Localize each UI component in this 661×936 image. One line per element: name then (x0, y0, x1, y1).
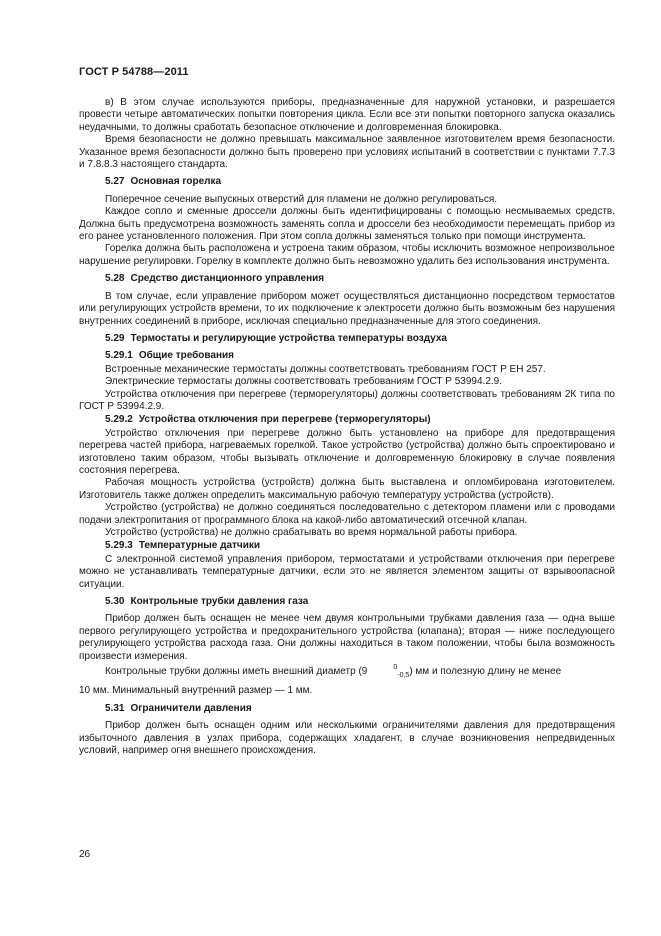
section-5-30-heading (79, 596, 615, 608)
paragraph-5-30-2 (79, 666, 615, 679)
section-5-29-3-heading (79, 540, 615, 552)
paragraph-5-27-3: Горелка должна быть расположена и устроена таким образом, чтобы исключить возможное непроизвольное нарушение регулировки. Горелку в комплекте должно быть невозможно удалить без использования инструмента. (79, 243, 615, 267)
paragraph-5-28-1: В том случае, если управление прибором может осуществляться дистанционно посредством термостатов или регулирующих устройств времени, то их подключение к электросети должно быть возможным без нарушения внутренних соединений в приборе, исключая специально предназначенные для этого соединения. (79, 290, 615, 327)
page-number: 26 (79, 849, 91, 860)
section-number: 5.28 (105, 273, 125, 285)
paragraph-5-29-2-2: Рабочая мощность устройства (устройств) должна быть выставлена и опломбирована изготовителем. Изготовитель также должен определить максимальную рабочую температуру устройства (устройств). (79, 477, 615, 501)
section-5-27-heading (79, 176, 615, 188)
tolerance-formula (367, 666, 409, 679)
tolerance-superscript: 0 (393, 664, 398, 672)
section-number: 5.30 (105, 596, 125, 608)
section-title: Ограничители давления (130, 702, 252, 714)
paragraph-5-29-1-1: Встроенные механические термостаты должны соответствовать требованиям ГОСТ Р ЕН 257. (105, 363, 546, 375)
document-page (79, 66, 615, 758)
section-number: 5.31 (105, 702, 125, 714)
paragraph-5-29-1-2: Электрические термостаты должны соответствовать требованиям ГОСТ Р 53994.2.9. (105, 376, 502, 388)
section-title: Термостаты и регулирующие устройства температуры воздуха (130, 332, 447, 344)
paragraph-5-29-2-4: Устройство (устройства) не должно срабатывать во время нормальной работы прибора. (105, 527, 518, 538)
section-number: 5.29.1 (105, 350, 133, 362)
paragraph-v: в) В этом случае используются приборы, предназначенные для наружной установки, и разрешается провести четыре автоматических попытки повторения цикла. Если все эти попытки повторного запуска оказались неудачными, то должны сработать безопасное отключение и долговременная блокировка. (79, 97, 615, 133)
section-number: 5.29.2 (105, 414, 133, 426)
paragraph-5-27-1: Поперечное сечение выпускных отверстий для пламени не должно регулироваться. (105, 193, 498, 205)
section-number: 5.27 (105, 176, 125, 188)
paragraph-5-30-1: Прибор должен быть оснащен не менее чем двумя контрольными трубками давления газа — одна выше первого регулирующего устройства и предохранительного устройства (клапана); вторая — ниже последующего регулирующего устройства расхода газа. Они должны находиться в таком положении, чтобы была возможность произвести измерения. (79, 613, 615, 662)
paragraph-5-27-2: Каждое сопло и сменные дроссели должны быть идентифицированы с помощью несмываемых средств. Должна быть предусмотрена возможность заменять сопла и дроссели без необходимости перемещать прибор из его ранее установленного положения. При этом сопла должны заменяться только при помощи инструмента. (79, 206, 615, 243)
section-5-29-heading (79, 333, 615, 345)
paragraph-5-29-1-3: Устройства отключения при перегреве (терморегуляторы) должны соответствовать требованиям 2К типа по ГОСТ Р 53994.2.9. (79, 388, 615, 412)
paragraph-safety-time: Время безопасности не должно превышать максимальное заявленное изготовителем время безопасности. Указанное время безопасности должно быть проверено при условиях испытаний в соответствии с пунктами 7.7.3 и 7.8.8.3 настоящего стандарта. (79, 134, 615, 171)
section-title: Контрольные трубки давления газа (130, 596, 309, 608)
section-title: Основная горелка (130, 176, 222, 188)
section-number: 5.29.3 (105, 540, 133, 552)
paragraph-5-30-3: 10 мм. Минимальный внутренний размер — 1 мм. (79, 685, 313, 697)
tolerance-subscript: -0,5 (397, 672, 410, 680)
paragraph-5-29-3-1: С электронной системой управления прибором, термостатами и устройствами отключения при перегреве можно не устанавливать температурные датчики, если это не является элементом защиты от взрывоопасной ситуации. (79, 553, 615, 590)
section-title: Устройства отключения при перегреве (терморегуляторы) (138, 414, 431, 426)
paragraph-5-29-2-3: Устройство (устройства) не должно соединяться последовательно с детектором пламени или с проводами подачи электропитания от программного блока на какой-либо автоматический отсечной клапан. (79, 502, 615, 526)
section-5-29-2-heading (79, 414, 615, 426)
section-title: Общие требования (138, 350, 235, 362)
section-5-29-1-heading (79, 350, 615, 362)
section-title: Средство дистанционного управления (130, 273, 325, 285)
document-header: ГОСТ Р 54788—2011 (79, 66, 189, 78)
section-5-28-heading (79, 273, 615, 285)
section-number: 5.29 (105, 332, 125, 344)
paragraph-5-31-1: Прибор должен быть оснащен одним или несколькими ограничителями давления для предотвращения избыточного давления в узлах прибора, содержащих хладагент, в случае возникновения непредвиденных условий, например огня внешнего происхождения. (79, 720, 615, 757)
paragraph-5-29-2-1: Устройство отключения при перегреве должно быть установлено на приборе для предотвращения перегрева частей прибора, нагреваемых горелкой. Такое устройство (устройства) должно быть спроектировано и изготовлено таким образом, чтобы вызывать отключение и долговременную блокировку в случае появления состояния перегрева. (79, 427, 615, 476)
section-title: Температурные датчики (138, 540, 261, 552)
text-before-formula: Контрольные трубки должны иметь внешний диаметр (9 (105, 666, 368, 678)
section-5-31-heading (79, 703, 615, 715)
text-after-formula: ) мм и полезную длину не менее (409, 666, 562, 678)
